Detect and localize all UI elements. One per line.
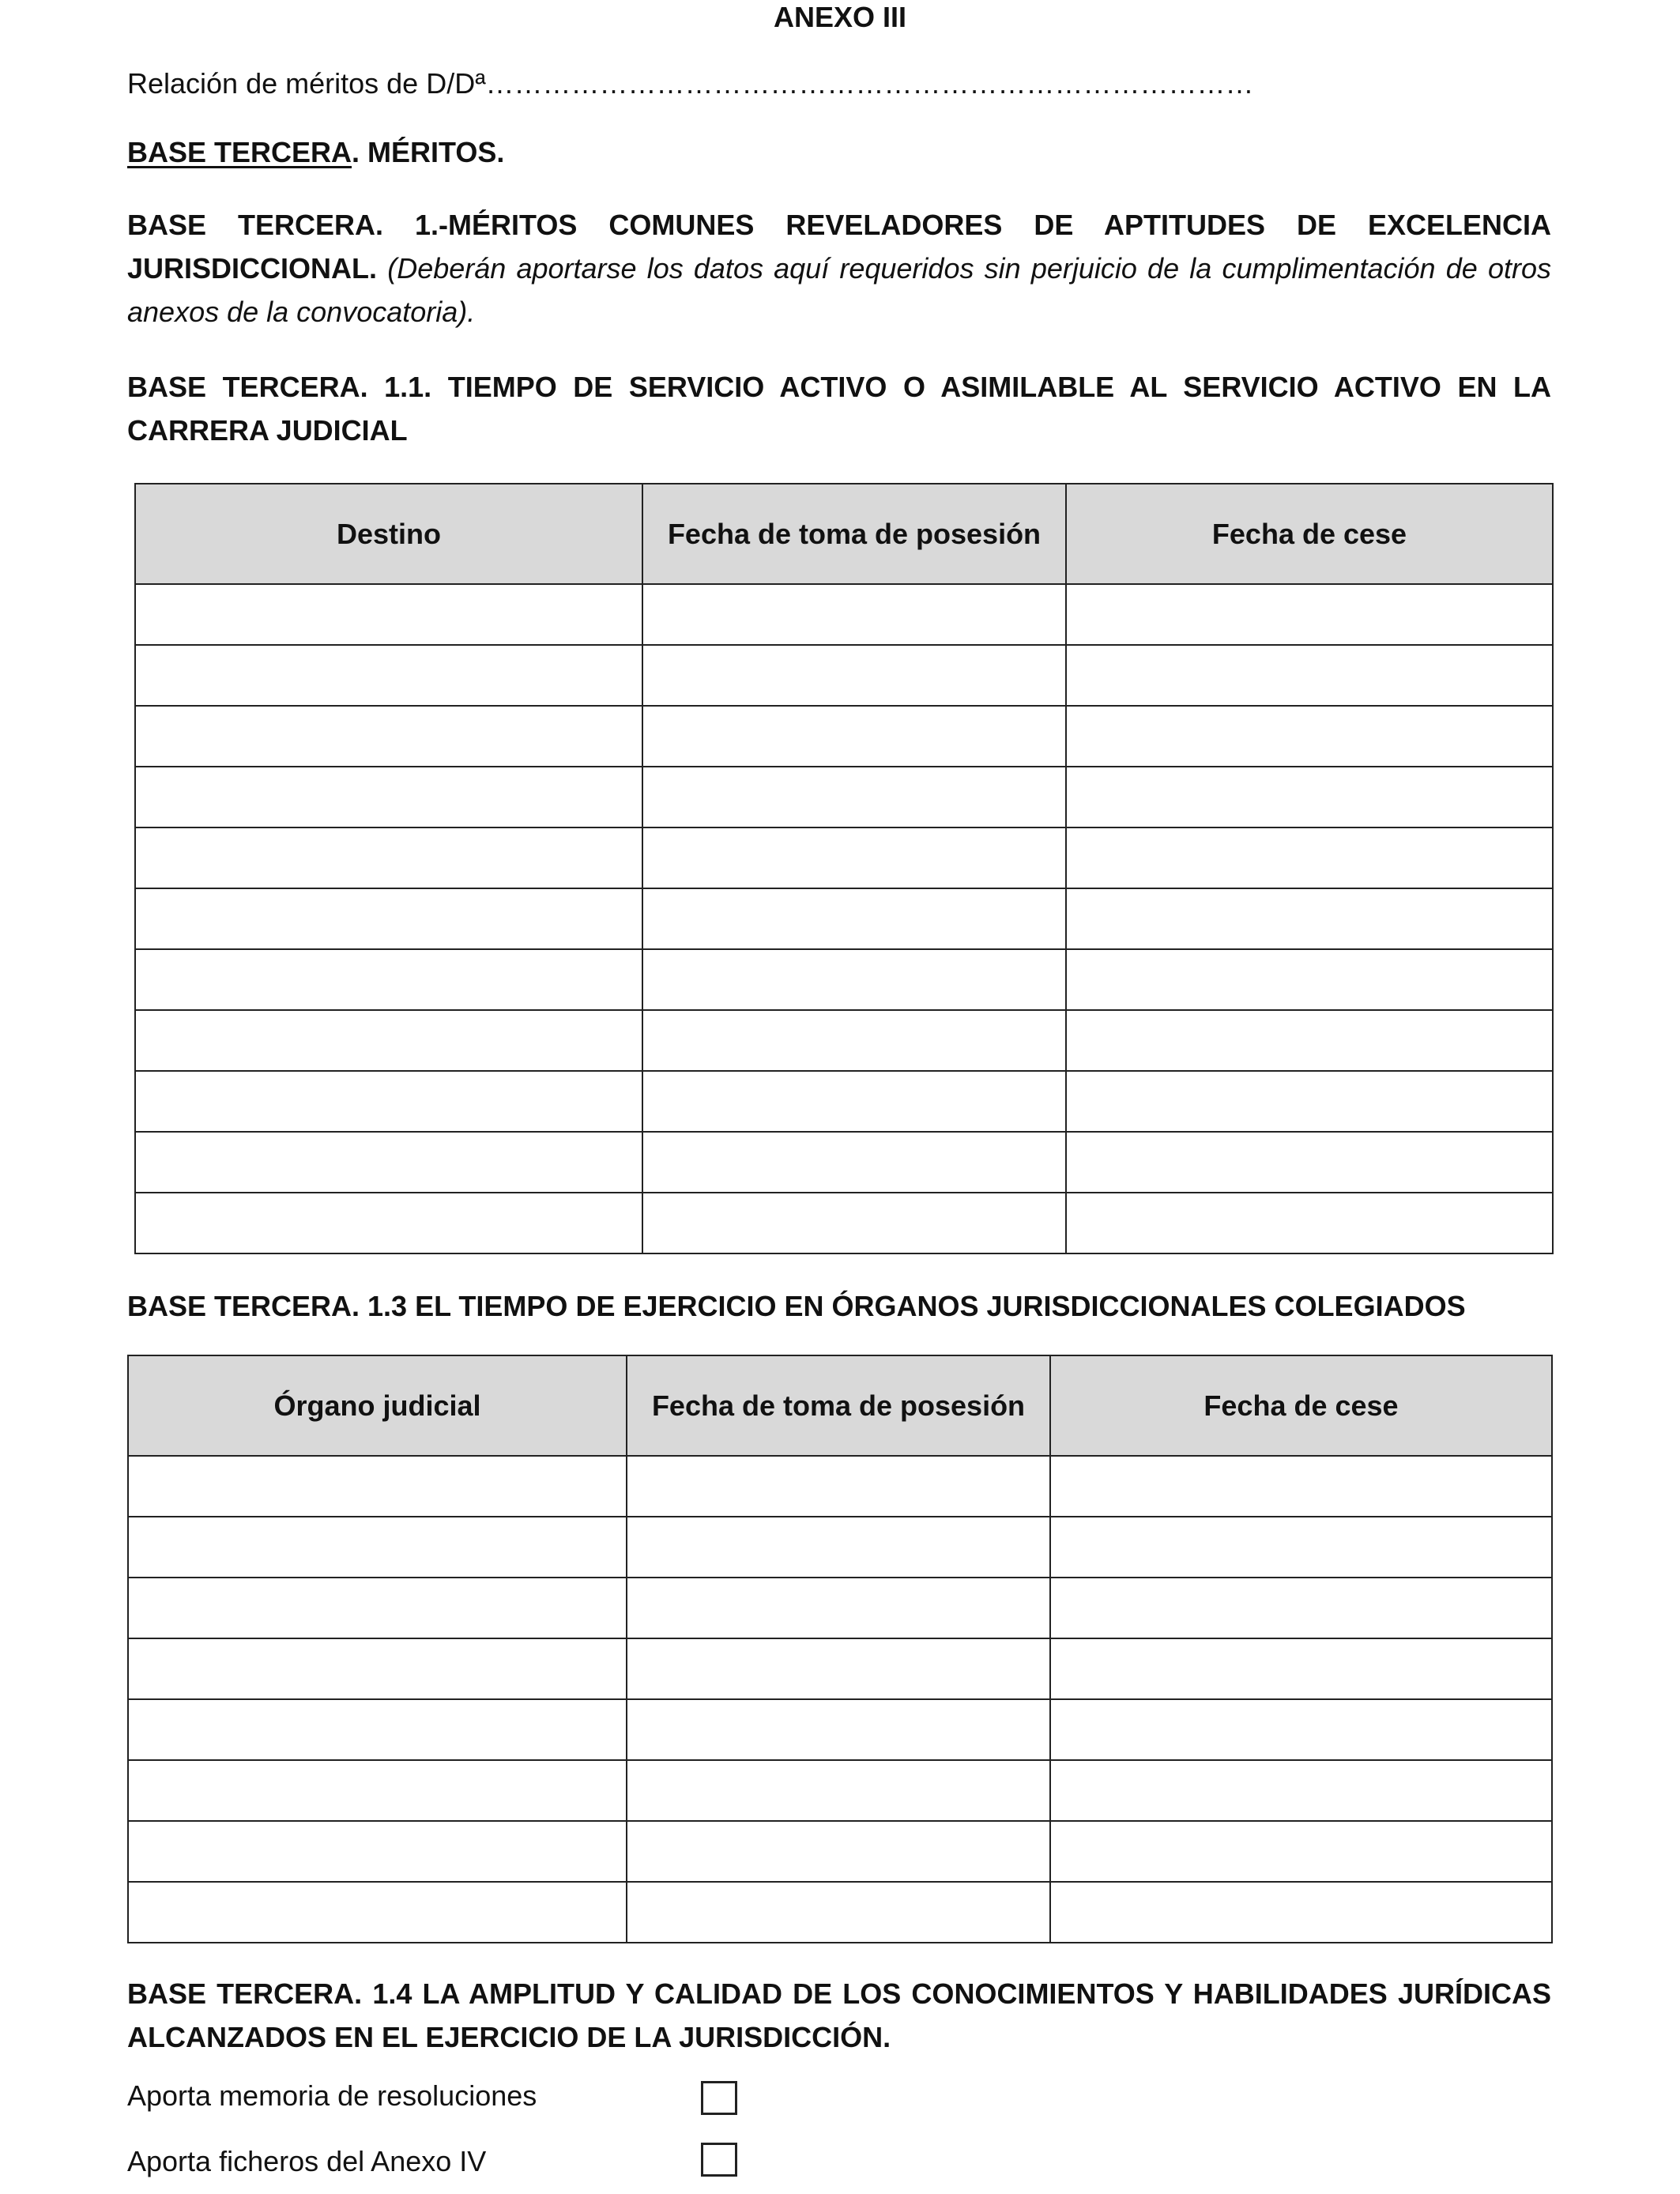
column-header-fecha-cese: Fecha de cese [1050, 1355, 1552, 1456]
table-row [135, 1010, 1553, 1071]
table-header-row [135, 484, 1553, 584]
section-1-heading: BASE TERCERA. 1.-MÉRITOS COMUNES REVELADORES DE APTITUDES DE EXCELENCIA JURISDICCIONAL. [127, 209, 1551, 285]
table-cell-input[interactable] [1050, 1638, 1552, 1699]
table-cell-input[interactable] [627, 1638, 1050, 1699]
memoria-resoluciones-checkbox[interactable] [701, 2081, 737, 2115]
table-cell-input[interactable] [627, 1821, 1050, 1882]
table-cell-input[interactable] [642, 949, 1066, 1010]
table-cell-input[interactable] [135, 1010, 642, 1071]
table-cell-input[interactable] [642, 827, 1066, 888]
table-row [128, 1882, 1552, 1943]
column-header-fecha-toma: Fecha de toma de posesión [642, 484, 1066, 584]
table-row [135, 827, 1553, 888]
table-row [135, 888, 1553, 949]
table-cell-input[interactable] [1050, 1517, 1552, 1578]
table-cell-input[interactable] [1050, 1578, 1552, 1638]
section-1-3-heading: BASE TERCERA. 1.3 EL TIEMPO DE EJERCICIO EN ÓRGANOS JURISDICCIONALES COLEGIADOS [127, 1290, 1466, 1322]
table-cell-input[interactable] [642, 1071, 1066, 1132]
relacion-meritos-line: Relación de méritos de D/Dª……………………………………………………………………… [127, 67, 1254, 100]
table-header-row [128, 1355, 1552, 1456]
table-cell-input[interactable] [1066, 767, 1553, 827]
table-cell-input[interactable] [627, 1456, 1050, 1517]
table-row [135, 1071, 1553, 1132]
table-row [135, 706, 1553, 767]
table-cell-input[interactable] [642, 706, 1066, 767]
memoria-resoluciones-label: Aporta memoria de resoluciones [127, 2079, 537, 2112]
table-cell-input[interactable] [1066, 1010, 1553, 1071]
table-cell-input[interactable] [642, 584, 1066, 645]
table-cell-input[interactable] [642, 767, 1066, 827]
table-cell-input[interactable] [627, 1760, 1050, 1821]
table-row [128, 1638, 1552, 1699]
table-row [128, 1578, 1552, 1638]
table-cell-input[interactable] [1066, 645, 1553, 706]
table-cell-input[interactable] [135, 706, 642, 767]
table-cell-input[interactable] [1066, 1193, 1553, 1253]
table-cell-input[interactable] [128, 1638, 627, 1699]
table-cell-input[interactable] [627, 1517, 1050, 1578]
ficheros-anexo-label: Aporta ficheros del Anexo IV [127, 2145, 487, 2177]
table-cell-input[interactable] [135, 1132, 642, 1193]
table-cell-input[interactable] [135, 584, 642, 645]
column-header-fecha-cese: Fecha de cese [1066, 484, 1553, 584]
table-cell-input[interactable] [627, 1699, 1050, 1760]
table-row [128, 1821, 1552, 1882]
table-row [128, 1760, 1552, 1821]
table-cell-input[interactable] [1066, 1132, 1553, 1193]
ficheros-anexo-checkbox[interactable] [701, 2143, 737, 2177]
table-row [135, 645, 1553, 706]
table-cell-input[interactable] [135, 1193, 642, 1253]
table-cell-input[interactable] [642, 888, 1066, 949]
table-cell-input[interactable] [1066, 888, 1553, 949]
base-tercera-rest: . MÉRITOS. [352, 136, 505, 168]
table-row [128, 1517, 1552, 1578]
page-title: ANEXO III [773, 1, 907, 33]
table-cell-input[interactable] [1050, 1456, 1552, 1517]
base-tercera-underlined: BASE TERCERA [127, 136, 352, 168]
table-row [135, 1132, 1553, 1193]
table-cell-input[interactable] [128, 1517, 627, 1578]
table-cell-input[interactable] [128, 1699, 627, 1760]
organos-colegiados-table [127, 1355, 1553, 1943]
table-cell-input[interactable] [627, 1882, 1050, 1943]
column-header-fecha-toma: Fecha de toma de posesión [627, 1355, 1050, 1456]
section-1-paragraph [127, 203, 1551, 334]
section-1-1-heading [127, 365, 1551, 452]
table-cell-input[interactable] [128, 1578, 627, 1638]
table-cell-input[interactable] [135, 767, 642, 827]
column-header-organo-judicial: Órgano judicial [128, 1355, 627, 1456]
table-row [135, 949, 1553, 1010]
section-1-note: (Deberán aportarse los datos aquí requeridos sin perjuicio de la cumplimentación de otros anexos de la convocatoria). [127, 252, 1551, 328]
table-cell-input[interactable] [128, 1882, 627, 1943]
column-header-destino: Destino [135, 484, 642, 584]
table-cell-input[interactable] [1050, 1760, 1552, 1821]
table-row [135, 584, 1553, 645]
table-cell-input[interactable] [1050, 1699, 1552, 1760]
table-cell-input[interactable] [1066, 827, 1553, 888]
section-1-1-heading-text: BASE TERCERA. 1.1. TIEMPO DE SERVICIO ACTIVO O ASIMILABLE AL SERVICIO ACTIVO EN LA CARRERA JUDICIAL [127, 371, 1551, 447]
base-tercera-heading [127, 130, 504, 174]
table-cell-input[interactable] [1066, 1071, 1553, 1132]
table-cell-input[interactable] [642, 645, 1066, 706]
table-cell-input[interactable] [135, 827, 642, 888]
table-cell-input[interactable] [1066, 706, 1553, 767]
table-cell-input[interactable] [627, 1578, 1050, 1638]
table-cell-input[interactable] [1066, 949, 1553, 1010]
table-row [128, 1456, 1552, 1517]
table-cell-input[interactable] [1050, 1821, 1552, 1882]
table-row [128, 1699, 1552, 1760]
table-cell-input[interactable] [128, 1760, 627, 1821]
table-cell-input[interactable] [135, 1071, 642, 1132]
servicio-activo-table [134, 483, 1554, 1254]
section-1-4-heading-text: BASE TERCERA. 1.4 LA AMPLITUD Y CALIDAD DE LOS CONOCIMIENTOS Y HABILIDADES JURÍDICAS ALCANZADOS EN EL EJERCICIO DE LA JURISDICCIÓN. [127, 1977, 1551, 2053]
table-cell-input[interactable] [642, 1132, 1066, 1193]
section-1-4-heading [127, 1972, 1551, 2059]
table-cell-input[interactable] [135, 888, 642, 949]
table-cell-input[interactable] [135, 645, 642, 706]
table-row [135, 1193, 1553, 1253]
table-cell-input[interactable] [128, 1456, 627, 1517]
table-cell-input[interactable] [135, 949, 642, 1010]
table-cell-input[interactable] [1050, 1882, 1552, 1943]
table-cell-input[interactable] [642, 1193, 1066, 1253]
table-cell-input[interactable] [642, 1010, 1066, 1071]
table-cell-input[interactable] [1066, 584, 1553, 645]
table-row [135, 767, 1553, 827]
table-cell-input[interactable] [128, 1821, 627, 1882]
